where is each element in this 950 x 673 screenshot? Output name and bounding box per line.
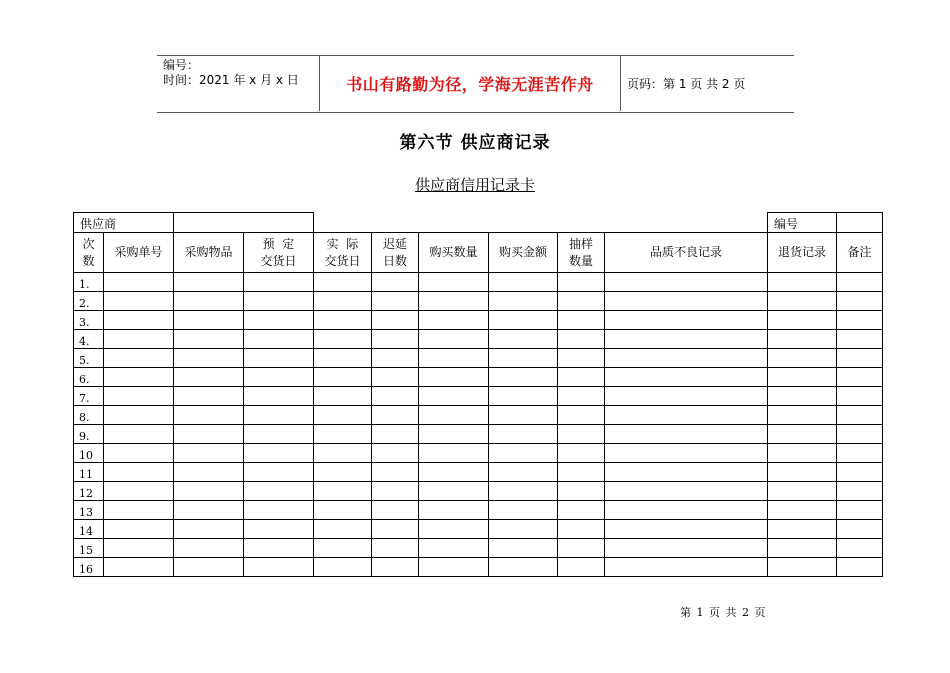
table-cell[interactable] <box>558 463 605 482</box>
table-cell[interactable] <box>605 330 768 349</box>
table-cell[interactable] <box>104 406 174 425</box>
table-cell[interactable] <box>174 273 244 292</box>
table-cell[interactable] <box>314 558 372 577</box>
table-cell[interactable] <box>314 349 372 368</box>
supplier-credit-table <box>73 212 883 577</box>
table-cell[interactable] <box>419 539 489 558</box>
table-row <box>74 482 883 501</box>
table-cell[interactable] <box>837 558 883 577</box>
table-row <box>74 406 883 425</box>
table-cell[interactable] <box>419 368 489 387</box>
table-cell[interactable] <box>768 387 837 406</box>
table-row <box>74 558 883 577</box>
table-cell[interactable] <box>558 387 605 406</box>
table-cell[interactable] <box>837 444 883 463</box>
table-cell[interactable] <box>104 387 174 406</box>
table-row <box>74 501 883 520</box>
column-header-row <box>74 233 883 273</box>
table-cell[interactable] <box>837 368 883 387</box>
table-cell[interactable] <box>419 273 489 292</box>
table-cell[interactable] <box>372 273 419 292</box>
col-header-actual-date: 实 际 交货日 <box>314 233 372 273</box>
card-title: 供应商信用记录卡 <box>414 176 535 194</box>
row-number: 2. <box>74 292 104 311</box>
table-cell[interactable] <box>419 463 489 482</box>
row-number: 6. <box>74 368 104 387</box>
supplier-label: 供应商 <box>74 213 174 233</box>
col-header-remarks: 备注 <box>837 233 883 273</box>
table-cell[interactable] <box>104 520 174 539</box>
table-cell[interactable] <box>419 330 489 349</box>
table-cell[interactable] <box>104 349 174 368</box>
table-cell[interactable] <box>837 311 883 330</box>
table-cell[interactable] <box>558 311 605 330</box>
table-cell[interactable] <box>837 520 883 539</box>
table-cell[interactable] <box>558 558 605 577</box>
table-cell[interactable] <box>419 406 489 425</box>
table-row <box>74 311 883 330</box>
table-row <box>74 387 883 406</box>
table-cell[interactable] <box>244 539 314 558</box>
table-cell[interactable] <box>174 368 244 387</box>
table-cell[interactable] <box>605 292 768 311</box>
table-cell[interactable] <box>605 349 768 368</box>
table-cell[interactable] <box>174 444 244 463</box>
table-cell[interactable] <box>419 501 489 520</box>
table-cell[interactable] <box>244 368 314 387</box>
table-body <box>74 273 883 577</box>
table-cell[interactable] <box>104 539 174 558</box>
table-row <box>74 539 883 558</box>
table-cell[interactable] <box>558 520 605 539</box>
col-header-scheduled-date: 预 定 交货日 <box>244 233 314 273</box>
table-cell[interactable] <box>104 311 174 330</box>
table-cell[interactable] <box>104 482 174 501</box>
table-cell[interactable] <box>174 349 244 368</box>
table-cell[interactable] <box>489 349 558 368</box>
table-cell[interactable] <box>605 558 768 577</box>
table-cell[interactable] <box>372 501 419 520</box>
table-cell[interactable] <box>372 292 419 311</box>
table-cell[interactable] <box>244 558 314 577</box>
table-cell[interactable] <box>372 558 419 577</box>
table-row <box>74 425 883 444</box>
code-value-cell[interactable] <box>837 213 883 233</box>
table-cell[interactable] <box>837 501 883 520</box>
table-cell[interactable] <box>768 406 837 425</box>
header-meta <box>163 58 299 88</box>
table-cell[interactable] <box>174 520 244 539</box>
row-number: 11 <box>74 463 104 482</box>
table-cell[interactable] <box>419 349 489 368</box>
table-cell[interactable] <box>489 444 558 463</box>
row-number: 1. <box>74 273 104 292</box>
table-cell[interactable] <box>419 558 489 577</box>
table-cell[interactable] <box>489 273 558 292</box>
table-cell[interactable] <box>605 311 768 330</box>
table-cell[interactable] <box>244 520 314 539</box>
table-cell[interactable] <box>768 463 837 482</box>
table-row <box>74 292 883 311</box>
table-row <box>74 368 883 387</box>
table-cell[interactable] <box>419 482 489 501</box>
table-cell[interactable] <box>489 330 558 349</box>
table-cell[interactable] <box>768 311 837 330</box>
section-title: 第六节 供应商记录 <box>399 133 551 153</box>
table-cell[interactable] <box>768 349 837 368</box>
table-cell[interactable] <box>558 330 605 349</box>
table-cell[interactable] <box>314 520 372 539</box>
table-cell[interactable] <box>244 425 314 444</box>
table-cell[interactable] <box>174 330 244 349</box>
table-cell[interactable] <box>314 292 372 311</box>
table-cell[interactable] <box>489 311 558 330</box>
supplier-value-cell[interactable] <box>174 213 314 233</box>
table-cell[interactable] <box>244 444 314 463</box>
table-cell[interactable] <box>419 520 489 539</box>
col-header-amount: 购买金额 <box>489 233 558 273</box>
row-number: 16 <box>74 558 104 577</box>
header-motto: 书山有路勤为径，学海无涯苦作舟 <box>319 56 621 111</box>
table-cell[interactable] <box>174 292 244 311</box>
table-cell[interactable] <box>104 501 174 520</box>
table-cell[interactable] <box>558 368 605 387</box>
table-cell[interactable] <box>605 368 768 387</box>
table-cell[interactable] <box>558 444 605 463</box>
table-row <box>74 273 883 292</box>
table-cell[interactable] <box>314 539 372 558</box>
table-cell[interactable] <box>489 292 558 311</box>
table-cell[interactable] <box>605 425 768 444</box>
table-cell[interactable] <box>104 444 174 463</box>
table-cell[interactable] <box>174 539 244 558</box>
row-number: 10 <box>74 444 104 463</box>
table-cell[interactable] <box>605 539 768 558</box>
table-cell[interactable] <box>558 539 605 558</box>
supplier-info-row <box>74 213 883 233</box>
table-cell[interactable] <box>605 520 768 539</box>
document-number-label: 编号： <box>163 58 200 72</box>
table-cell[interactable] <box>419 292 489 311</box>
table-cell[interactable] <box>768 273 837 292</box>
table-cell[interactable] <box>244 273 314 292</box>
table-cell[interactable] <box>558 406 605 425</box>
table-cell[interactable] <box>605 444 768 463</box>
table-cell[interactable] <box>768 482 837 501</box>
table-cell[interactable] <box>244 501 314 520</box>
col-header-defect-record: 品质不良记录 <box>605 233 768 273</box>
code-label: 编号 <box>768 213 837 233</box>
row-number: 8. <box>74 406 104 425</box>
table-cell[interactable] <box>244 292 314 311</box>
table-cell[interactable] <box>244 406 314 425</box>
table-cell[interactable] <box>605 482 768 501</box>
table-cell[interactable] <box>104 292 174 311</box>
table-cell[interactable] <box>605 501 768 520</box>
table-cell[interactable] <box>558 273 605 292</box>
row-number: 7. <box>74 387 104 406</box>
table-cell[interactable] <box>372 311 419 330</box>
table-cell[interactable] <box>558 292 605 311</box>
table-cell[interactable] <box>419 425 489 444</box>
table-cell[interactable] <box>372 425 419 444</box>
table-cell[interactable] <box>372 463 419 482</box>
row-number: 15 <box>74 539 104 558</box>
table-cell[interactable] <box>174 558 244 577</box>
table-cell[interactable] <box>605 387 768 406</box>
table-cell[interactable] <box>104 425 174 444</box>
table-cell[interactable] <box>314 482 372 501</box>
row-number: 3. <box>74 311 104 330</box>
table-cell[interactable] <box>489 482 558 501</box>
table-cell[interactable] <box>314 387 372 406</box>
table-cell[interactable] <box>605 463 768 482</box>
blank-gap <box>314 213 768 233</box>
table-cell[interactable] <box>372 368 419 387</box>
table-cell[interactable] <box>768 425 837 444</box>
table-cell[interactable] <box>837 387 883 406</box>
table-cell[interactable] <box>768 368 837 387</box>
table-cell[interactable] <box>174 501 244 520</box>
table-cell[interactable] <box>768 501 837 520</box>
table-cell[interactable] <box>489 406 558 425</box>
col-header-return-record: 退货记录 <box>768 233 837 273</box>
table-cell[interactable] <box>558 501 605 520</box>
table-cell[interactable] <box>605 406 768 425</box>
table-cell[interactable] <box>837 425 883 444</box>
table-cell[interactable] <box>314 425 372 444</box>
table-cell[interactable] <box>174 406 244 425</box>
table-cell[interactable] <box>837 330 883 349</box>
table-cell[interactable] <box>768 292 837 311</box>
table-cell[interactable] <box>489 558 558 577</box>
table-cell[interactable] <box>314 368 372 387</box>
page-header <box>157 55 794 113</box>
table-cell[interactable] <box>558 482 605 501</box>
table-cell[interactable] <box>372 482 419 501</box>
table-cell[interactable] <box>605 273 768 292</box>
col-header-quantity: 购买数量 <box>419 233 489 273</box>
table-cell[interactable] <box>372 406 419 425</box>
table-cell[interactable] <box>768 539 837 558</box>
table-row <box>74 444 883 463</box>
table-cell[interactable] <box>244 387 314 406</box>
table-cell[interactable] <box>372 539 419 558</box>
table-cell[interactable] <box>372 387 419 406</box>
table-cell[interactable] <box>104 368 174 387</box>
table-cell[interactable] <box>419 311 489 330</box>
table-cell[interactable] <box>419 444 489 463</box>
table-cell[interactable] <box>174 311 244 330</box>
table-cell[interactable] <box>104 273 174 292</box>
table-cell[interactable] <box>174 425 244 444</box>
table-cell[interactable] <box>314 273 372 292</box>
table-cell[interactable] <box>768 330 837 349</box>
table-cell[interactable] <box>104 463 174 482</box>
table-cell[interactable] <box>489 539 558 558</box>
table-cell[interactable] <box>174 463 244 482</box>
document-time-label: 时间：2021 年 x 月 x 日 <box>163 73 299 87</box>
card-title-wrap <box>0 174 950 195</box>
row-number: 4. <box>74 330 104 349</box>
table-cell[interactable] <box>314 444 372 463</box>
table-cell[interactable] <box>837 463 883 482</box>
table-cell[interactable] <box>372 444 419 463</box>
row-number: 9. <box>74 425 104 444</box>
table-cell[interactable] <box>489 463 558 482</box>
page-footer: 第 1 页 共 2 页 <box>680 606 767 619</box>
table-row <box>74 349 883 368</box>
table-cell[interactable] <box>244 311 314 330</box>
table-cell[interactable] <box>104 558 174 577</box>
table-cell[interactable] <box>174 482 244 501</box>
col-header-sample-qty: 抽样 数量 <box>558 233 605 273</box>
table-cell[interactable] <box>489 520 558 539</box>
table-cell[interactable] <box>837 482 883 501</box>
table-cell[interactable] <box>244 482 314 501</box>
table-cell[interactable] <box>244 330 314 349</box>
table-row <box>74 330 883 349</box>
table-cell[interactable] <box>314 463 372 482</box>
col-header-order-number: 采购单号 <box>104 233 174 273</box>
table-cell[interactable] <box>558 425 605 444</box>
table-cell[interactable] <box>837 292 883 311</box>
table-cell[interactable] <box>837 406 883 425</box>
col-header-delay-days: 迟延 日数 <box>372 233 419 273</box>
row-number: 13 <box>74 501 104 520</box>
table-row <box>74 520 883 539</box>
table-cell[interactable] <box>372 330 419 349</box>
table-cell[interactable] <box>314 501 372 520</box>
col-header-index: 次 数 <box>74 233 104 273</box>
table-cell[interactable] <box>489 501 558 520</box>
header-page-info: 页码：第 1 页 共 2 页 <box>627 77 746 91</box>
table-cell[interactable] <box>372 349 419 368</box>
row-number: 5. <box>74 349 104 368</box>
table-cell[interactable] <box>419 387 489 406</box>
table-row <box>74 463 883 482</box>
table-cell[interactable] <box>837 273 883 292</box>
table-cell[interactable] <box>174 387 244 406</box>
table-cell[interactable] <box>314 406 372 425</box>
table-cell[interactable] <box>768 558 837 577</box>
table-cell[interactable] <box>489 425 558 444</box>
table-cell[interactable] <box>314 311 372 330</box>
table-cell[interactable] <box>837 539 883 558</box>
table-cell[interactable] <box>837 349 883 368</box>
row-number: 12 <box>74 482 104 501</box>
table-cell[interactable] <box>768 444 837 463</box>
table-cell[interactable] <box>244 463 314 482</box>
table-cell[interactable] <box>372 520 419 539</box>
table-cell[interactable] <box>489 368 558 387</box>
table-cell[interactable] <box>768 520 837 539</box>
table-cell[interactable] <box>244 349 314 368</box>
table-cell[interactable] <box>104 330 174 349</box>
row-number: 14 <box>74 520 104 539</box>
table-cell[interactable] <box>489 387 558 406</box>
table-cell[interactable] <box>314 330 372 349</box>
col-header-item: 采购物品 <box>174 233 244 273</box>
table-cell[interactable] <box>558 349 605 368</box>
